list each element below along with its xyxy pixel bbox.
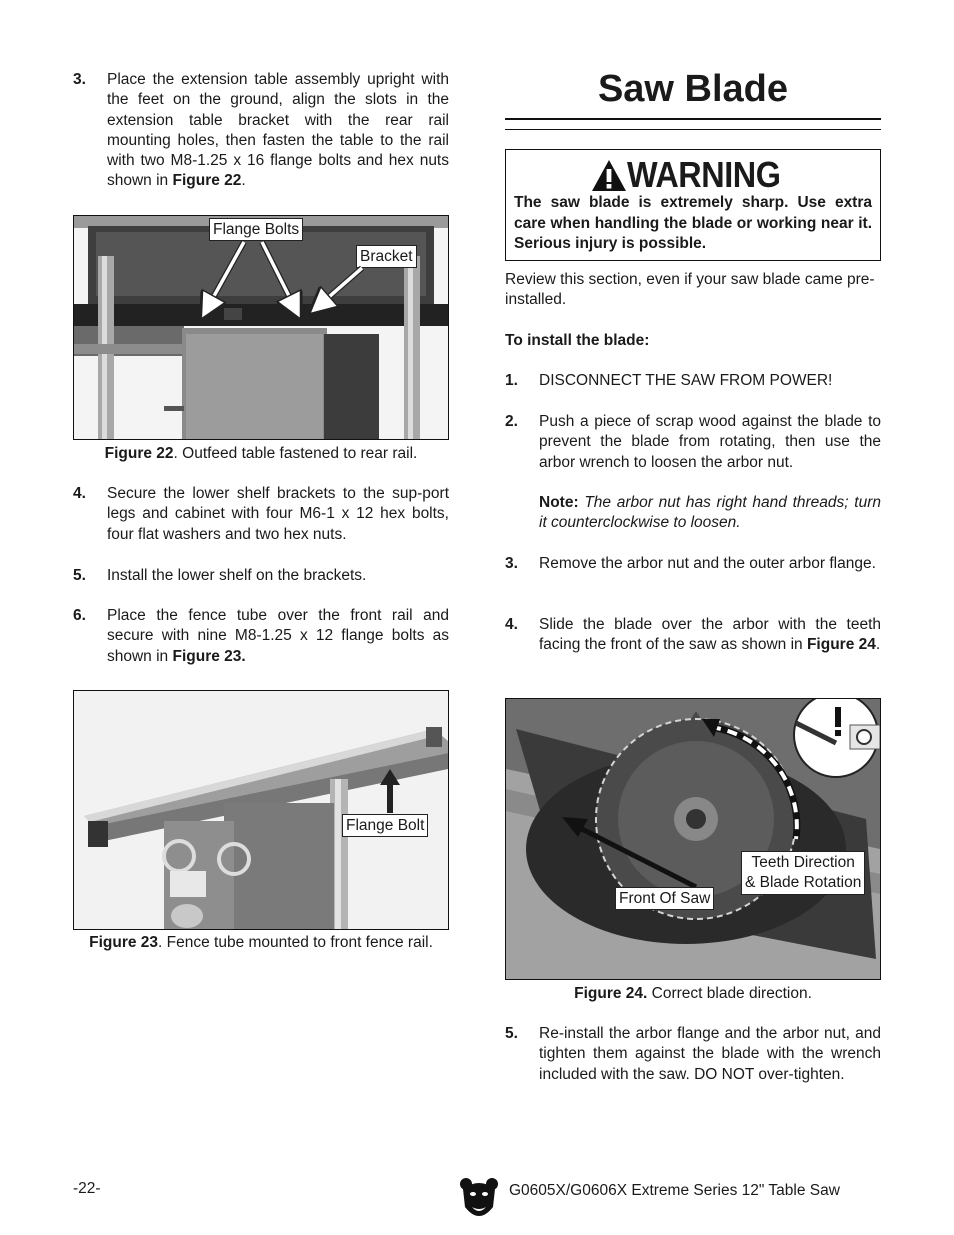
intro-paragraph: Review this section, even if your saw blade came pre-installed.	[505, 271, 875, 309]
step-number: 2.	[505, 413, 518, 430]
page-number: -22-	[73, 1180, 101, 1197]
step-5-lower-shelf	[73, 566, 449, 586]
figure-23-photo	[73, 690, 449, 930]
figure-22-caption: Figure 22. Outfeed table fastened to rear rail.	[104, 445, 418, 462]
step-text: Place the extension table assembly upright with the feet on the ground, align the slots in the extension table bracket with the rear rail mounting holes, then fasten the table to the rail with two M8-1.25 x 16 flange bolts and hex nuts shown in	[107, 71, 449, 190]
step-number: 4.	[73, 485, 86, 502]
step-number: 3.	[73, 71, 86, 88]
step-3-remove-nut	[505, 554, 881, 574]
callout-front-of-saw: Front Of Saw	[615, 887, 714, 910]
step-text: DISCONNECT THE SAW FROM POWER!	[539, 372, 833, 389]
bear-logo-icon	[459, 1177, 499, 1223]
step-text: Remove the arbor nut and the outer arbor flange.	[539, 555, 876, 572]
install-subheading: To install the blade:	[505, 332, 650, 349]
figure-24-caption: Figure 24. Correct blade direction.	[574, 985, 812, 1002]
step-text: Re-install the arbor flange and the arbor nut, and tighten them against the blade with the wrench included with the saw. DO NOT over-tighten.	[539, 1025, 881, 1083]
figure-23-caption: Figure 23. Fence tube mounted to front fence rail.	[89, 934, 433, 951]
step-number: 3.	[505, 555, 518, 572]
warning-word: WARNING	[627, 154, 781, 195]
callout-arrow	[74, 691, 448, 929]
title-rule-thin	[505, 129, 881, 130]
step-2-loosen-nut	[505, 412, 881, 473]
step-text: Secure the lower shelf brackets to the sup-port legs and cabinet with four M6-1 x 12 hex bolts, four flat washers and two hex nuts.	[107, 485, 449, 543]
callout-teeth-direction: Teeth Direction & Blade Rotation	[741, 851, 865, 895]
warning-triangle-icon	[591, 159, 627, 192]
figure-24-photo	[505, 698, 881, 980]
step-text: Install the lower shelf on the brackets.	[107, 567, 367, 584]
note-text: The arbor nut has right hand threads; turn it counterclockwise to loosen.	[539, 494, 881, 532]
saw-blade-illustration	[506, 699, 880, 979]
warning-heading	[591, 156, 798, 194]
figure-22-photo	[73, 215, 449, 440]
callout-arrows	[74, 216, 448, 439]
step-text: Slide the blade over the arbor with the teeth facing the front of the saw as shown in	[539, 616, 881, 654]
step-number: 5.	[505, 1025, 518, 1042]
callout-flange-bolts: Flange Bolts	[209, 218, 303, 241]
section-title: Saw Blade	[597, 68, 789, 110]
callout-bracket: Bracket	[356, 245, 417, 268]
step-number: 1.	[505, 372, 518, 389]
step-number: 5.	[73, 567, 86, 584]
step-text: Push a piece of scrap wood against the blade to prevent the blade from rotating, then use the arbor wrench to loosen the arbor nut.	[539, 413, 881, 471]
warning-box	[505, 149, 881, 261]
step-4-slide-blade: 4. Slide the blade over the arbor with the teeth facing the front of the saw as shown in Figure 24.	[505, 615, 881, 656]
title-rule-thick	[505, 118, 881, 120]
warning-text: The saw blade is extremely sharp. Use extra care when handling the blade or working near it. Serious injury is possible.	[514, 194, 872, 252]
step-number: 6.	[73, 607, 86, 624]
figure-reference: Figure 24	[806, 636, 876, 654]
callout-flange-bolt: Flange Bolt	[342, 814, 428, 837]
step-6-fence-tube	[73, 606, 449, 667]
step-text: Place the fence tube over the front rail and secure with nine M8-1.25 x 12 flange bolts as shown in	[107, 607, 449, 665]
step-1-disconnect	[505, 371, 881, 391]
step-4-shelf-brackets	[73, 484, 449, 545]
step-3-extension-table: 3. Place the extension table assembly upright with the feet on the ground, align the slots in the extension table bracket with the rear rail mounting holes, then fasten the table to the rail with two M8-1.25 x 16 flange bolts and hex nuts shown in Figure 22.	[73, 70, 449, 192]
figure-reference: Figure 22	[172, 172, 242, 190]
step-number: 4.	[505, 616, 518, 633]
step-5-reinstall-flange	[505, 1024, 881, 1085]
note	[505, 493, 881, 534]
note-label: Note:	[539, 494, 579, 511]
figure-reference: Figure 23.	[172, 647, 246, 665]
footer-model-title: G0605X/G0606X Extreme Series 12" Table Saw	[509, 1182, 840, 1199]
